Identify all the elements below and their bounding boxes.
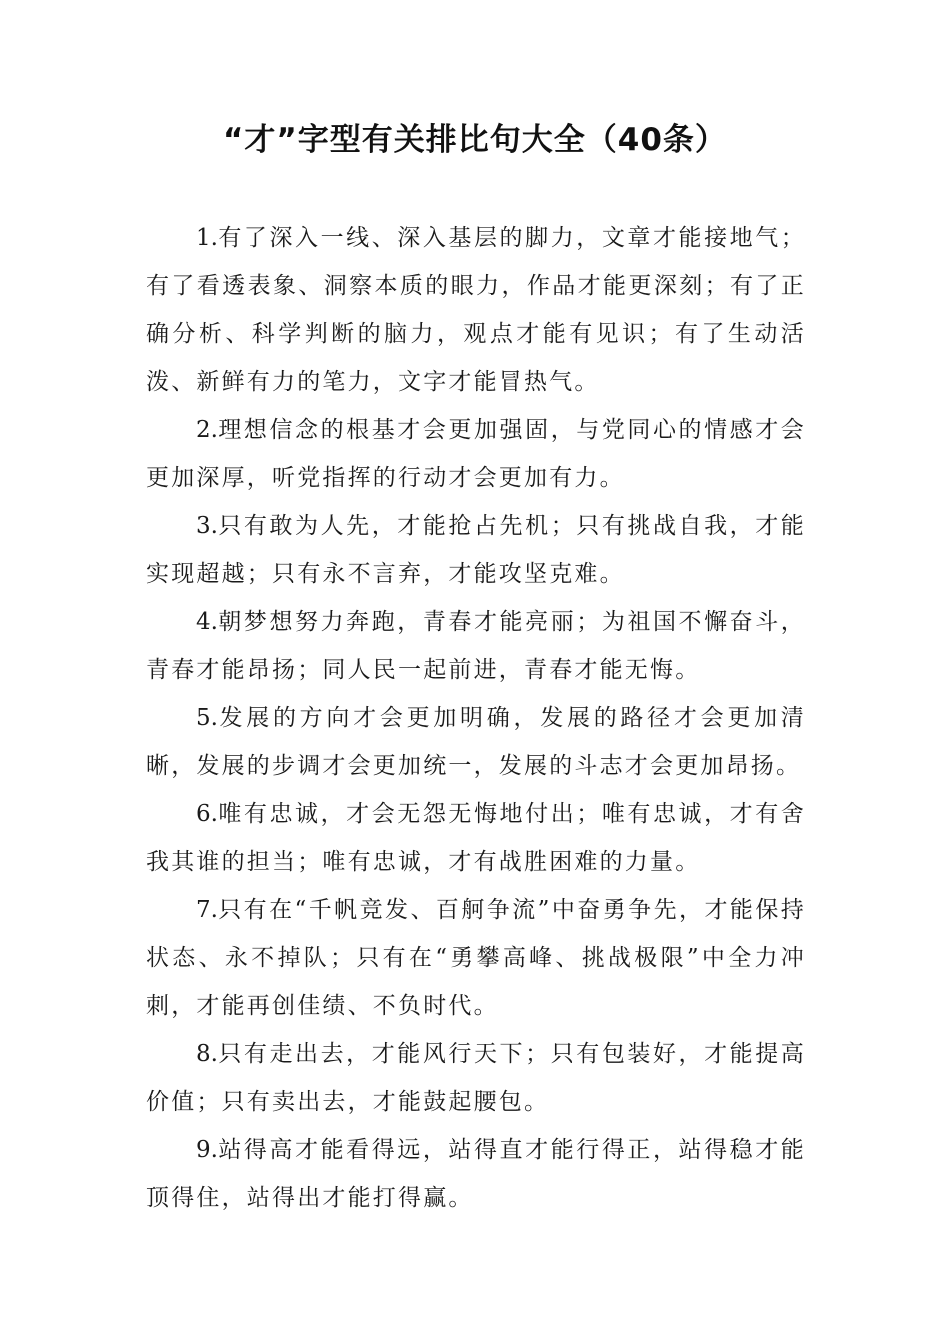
- list-item: [146, 1126, 806, 1222]
- item-text: 站得高才能看得远，站得直才能行得正，站得稳才能顶得住，站得出才能打得赢。: [146, 1137, 806, 1211]
- list-item: [146, 790, 806, 886]
- item-text: 发展的方向才会更加明确，发展的路径才会更加清晰，发展的步调才会更加统一，发展的斗志才会更加昂扬。: [146, 705, 806, 779]
- item-number: 7.: [196, 897, 218, 923]
- item-text: 理想信念的根基才会更加强固，与党同心的情感才会更加深厚，听党指挥的行动才会更加有力。: [146, 417, 806, 491]
- list-item: [146, 502, 806, 598]
- item-number: 9.: [196, 1137, 218, 1163]
- item-text: 朝梦想努力奔跑，青春才能亮丽；为祖国不懈奋斗，青春才能昂扬；同人民一起前进，青春才能无悔。: [146, 609, 806, 683]
- list-item: [146, 694, 806, 790]
- item-number: 6.: [196, 801, 218, 827]
- item-text: 只有敢为人先，才能抢占先机；只有挑战自我，才能实现超越；只有永不言弃，才能攻坚克难。: [146, 513, 806, 587]
- list-item: [146, 1030, 806, 1126]
- item-number: 4.: [196, 609, 218, 635]
- item-number: 2.: [196, 417, 218, 443]
- item-text: 只有在“千帆竞发、百舸争流”中奋勇争先，才能保持状态、永不掉队；只有在“勇攀高峰、挑战极限”中全力冲刺，才能再创佳绩、不负时代。: [146, 897, 806, 1019]
- item-text: 有了深入一线、深入基层的脚力，文章才能接地气；有了看透表象、洞察本质的眼力，作品才能更深刻；有了正确分析、科学判断的脑力，观点才能有见识；有了生动活泼、新鲜有力的笔力，文字才能冒热气。: [146, 225, 806, 395]
- list-item: [146, 406, 806, 502]
- list-item: [146, 886, 806, 1030]
- list-item: [146, 214, 806, 406]
- item-number: 8.: [196, 1041, 218, 1067]
- item-number: 5.: [196, 705, 218, 731]
- item-number: 1.: [196, 225, 218, 251]
- document-title: “才”字型有关排比句大全（40条）: [223, 122, 727, 158]
- item-number: 3.: [196, 513, 218, 539]
- item-text: 只有走出去，才能风行天下；只有包装好，才能提高价值；只有卖出去，才能鼓起腰包。: [146, 1041, 806, 1115]
- item-text: 唯有忠诚，才会无怨无悔地付出；唯有忠诚，才有舍我其谁的担当；唯有忠诚，才有战胜困难的力量。: [146, 801, 806, 875]
- document-body: [146, 214, 806, 1222]
- list-item: [146, 598, 806, 694]
